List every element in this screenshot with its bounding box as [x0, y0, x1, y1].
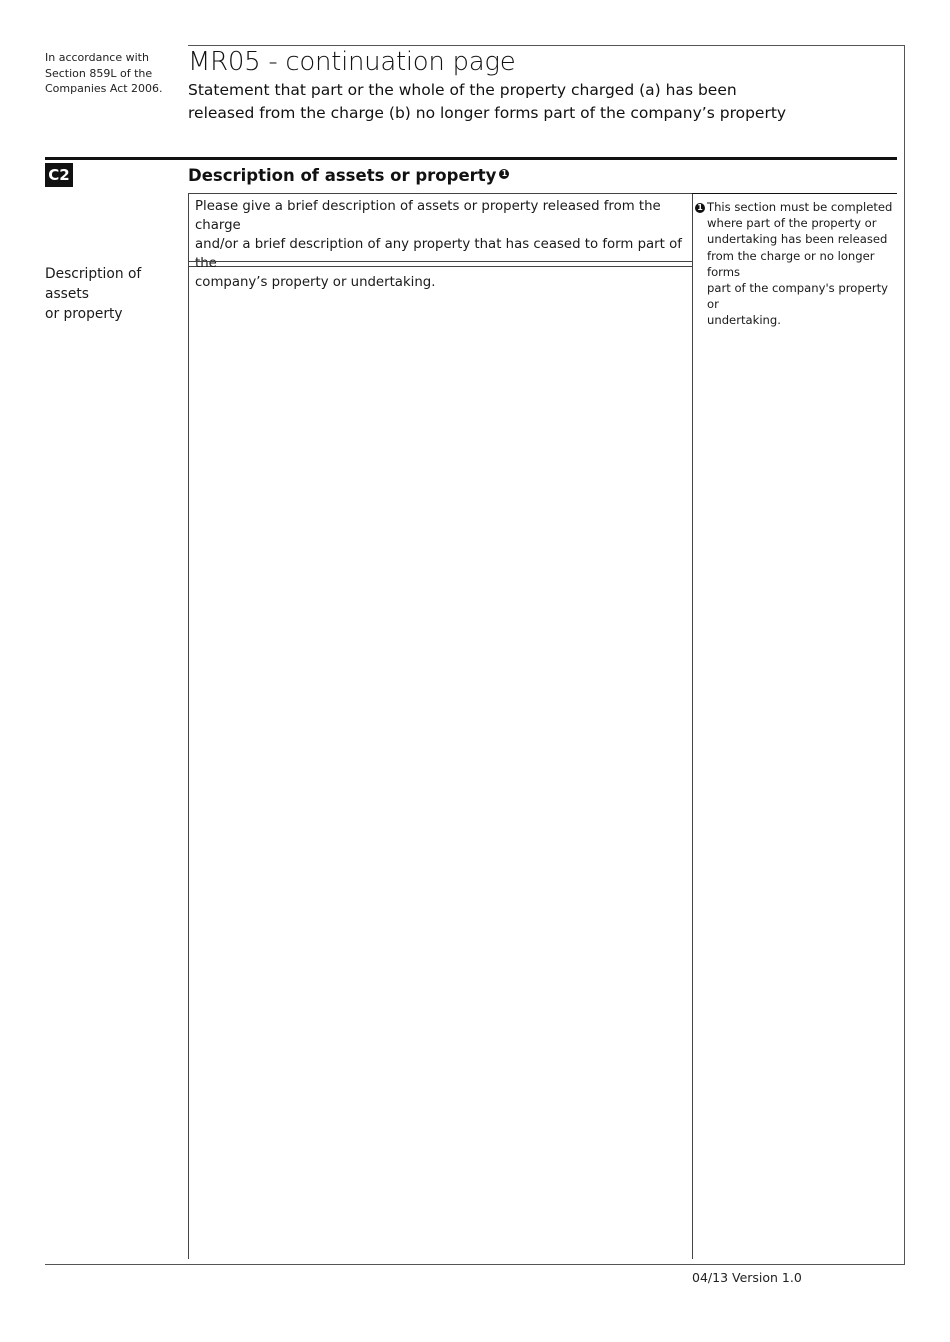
info-icon: 1: [695, 203, 705, 213]
form-subtitle: [188, 79, 788, 125]
section-divider: [45, 157, 897, 160]
footer-rule: [45, 1264, 905, 1265]
frame-right-border: [904, 45, 905, 1265]
guidance-rule: [692, 193, 897, 194]
field-label-line: Description of assets: [45, 266, 142, 302]
info-icon: 1: [499, 169, 509, 179]
guidance-line: undertaking.: [707, 313, 781, 328]
section-heading-text: Description of assets or property: [188, 166, 497, 185]
section-badge: C2: [45, 163, 73, 187]
legal-reference: [45, 50, 175, 97]
subtitle-line: Statement that part or the whole of the property charged (a) has been: [188, 81, 737, 99]
guidance-first-line: [695, 199, 895, 215]
legal-line: In accordance with: [45, 51, 149, 64]
instruction-box: [188, 193, 693, 290]
field-label: [45, 264, 180, 324]
frame-top-border: [188, 45, 905, 46]
instruction-line: Please give a brief description of assets or property released from the charge: [195, 199, 661, 233]
instruction-line: and/or a brief description of any property that has ceased to form part of the: [195, 237, 682, 271]
legal-line: Section 859L of the: [45, 66, 153, 80]
guidance-line: from the charge or no longer forms: [707, 248, 875, 279]
form-title: MR05 - continuation page: [188, 47, 516, 77]
version-label: 04/13 Version 1.0: [692, 1270, 802, 1285]
guidance-line: undertaking has been released: [707, 232, 888, 247]
instruction-line: company’s property or undertaking.: [195, 275, 436, 290]
guidance-line: part of the company's property or: [707, 281, 889, 312]
field-label-line: or property: [45, 306, 123, 322]
guidance-text: This section must be completed: [707, 200, 893, 214]
subtitle-line: released from the charge (b) no longer forms part of the company’s property: [188, 104, 787, 122]
legal-line: Companies Act 2006.: [45, 82, 163, 95]
section-heading: [188, 166, 509, 185]
guidance-line: where part of the property or: [707, 216, 877, 231]
guidance-note: [695, 199, 895, 329]
description-input-area[interactable]: [188, 261, 693, 1259]
